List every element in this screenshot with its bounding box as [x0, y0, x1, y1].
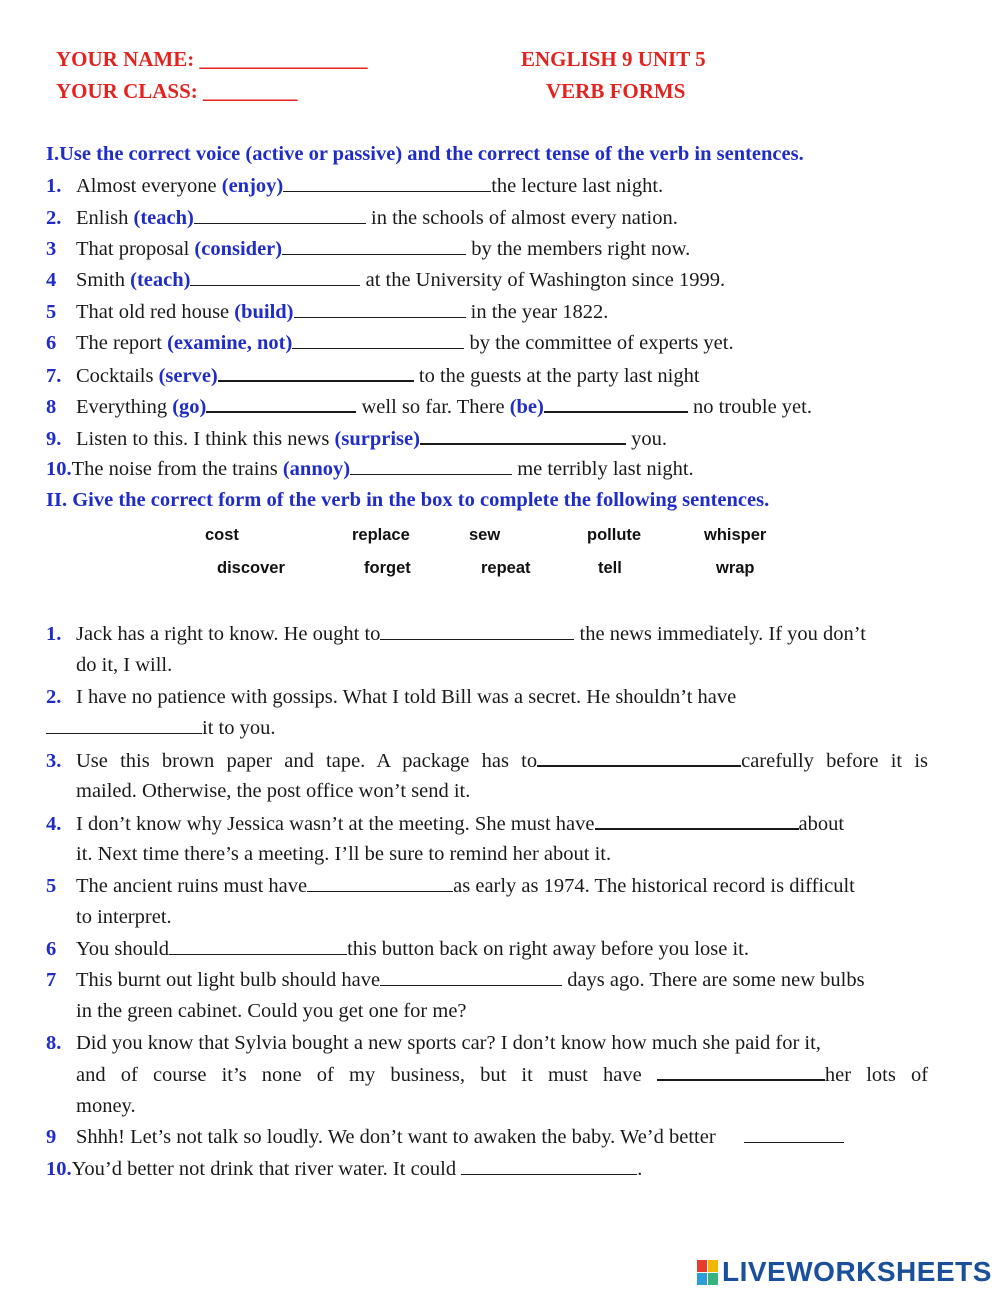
- answer-blank[interactable]: [380, 621, 574, 640]
- item-number: 9.: [46, 428, 62, 450]
- name-field-label: YOUR NAME: ________________: [56, 47, 368, 71]
- word-option: whisper: [704, 526, 767, 544]
- word-option: forget: [364, 559, 411, 577]
- item-number: 10.: [46, 458, 72, 480]
- class-field-label: YOUR CLASS: _________: [56, 79, 298, 103]
- s2-item-7: 7 This burnt out light bulb should have days ago. There are some new bulbs: [46, 969, 865, 991]
- s2-item-4-cont: it. Next time there’s a meeting. I’ll be sure to remind her about it.: [76, 843, 612, 865]
- s2-item-9: 9 Shhh! Let’s not talk so loudly. We don’t want to awaken the baby. We’d better: [46, 1124, 928, 1150]
- verb-prompt: (go): [172, 396, 207, 418]
- answer-blank[interactable]: [190, 267, 360, 286]
- topic-title: VERB FORMS: [546, 79, 686, 103]
- s1-item-8: 8 Everything (go) well so far. There (be) no trouble yet.: [46, 393, 928, 420]
- section2-heading: II. Give the correct form of the verb in the box to complete the following sentences.: [46, 489, 770, 511]
- logo-text: LIVEWORKSHEETS: [722, 1256, 992, 1287]
- verb-prompt: (teach): [133, 207, 194, 229]
- item-number: 7: [46, 969, 57, 991]
- word-option: pollute: [587, 526, 642, 544]
- s2-item-1: 1. Jack has a right to know. He ought to the news immediately. If you don’t: [46, 623, 866, 645]
- item-number: 8: [46, 396, 57, 418]
- s1-item-9: 9. Listen to this. I think this news (surprise) you.: [46, 425, 928, 452]
- item-number: 10.: [46, 1158, 72, 1180]
- item-number: 2.: [46, 686, 62, 708]
- s1-item-6: 6 The report (examine, not) by the committee of experts yet.: [46, 332, 734, 354]
- s2-item-8-cont2: money.: [76, 1095, 136, 1117]
- item-number: 3.: [46, 750, 62, 772]
- item-number: 5: [46, 875, 57, 897]
- verb-prompt: (surprise): [334, 428, 420, 450]
- logo-block: [708, 1260, 718, 1272]
- word-option: tell: [598, 559, 622, 577]
- unit-title: ENGLISH 9 UNIT 5: [521, 47, 706, 71]
- s2-item-3-cont: mailed. Otherwise, the post office won’t send it.: [76, 780, 471, 802]
- item-number: 8.: [46, 1032, 62, 1054]
- s1-item-1: 1. Almost everyone (enjoy) the lecture last night.: [46, 175, 664, 197]
- answer-blank[interactable]: [283, 173, 491, 192]
- s2-item-5: 5 The ancient ruins must have as early as 1974. The historical record is difficult: [46, 875, 855, 897]
- liveworksheets-logo: [697, 1256, 992, 1288]
- s1-item-4: 4 Smith (teach) at the University of Washington since 1999.: [46, 269, 726, 291]
- word-option: wrap: [716, 559, 755, 577]
- answer-blank[interactable]: [461, 1156, 637, 1175]
- verb-prompt: (teach): [130, 269, 191, 291]
- answer-blank[interactable]: [46, 715, 202, 734]
- item-number: 3: [46, 238, 57, 260]
- verb-prompt: (build): [234, 301, 294, 323]
- verb-prompt: (enjoy): [221, 175, 284, 197]
- s2-item-7-cont: in the green cabinet. Could you get one for me?: [76, 1000, 467, 1022]
- item-number: 6: [46, 938, 57, 960]
- answer-blank[interactable]: [420, 425, 626, 445]
- answer-blank[interactable]: [595, 810, 799, 830]
- s2-item-6: 6 You should this button back on right away before you lose it.: [46, 938, 750, 960]
- logo-block: [697, 1273, 707, 1285]
- s2-item-1-cont: do it, I will.: [76, 654, 173, 676]
- s2-item-5-cont: to interpret.: [76, 906, 172, 928]
- item-number: 6: [46, 332, 57, 354]
- item-number: 9: [46, 1126, 57, 1148]
- verb-prompt: (annoy): [282, 458, 351, 480]
- s1-item-2: 2. Enlish (teach) in the schools of almost every nation.: [46, 207, 678, 229]
- s2-item-2: 2. I have no patience with gossips. What I told Bill was a secret. He shouldn’t have: [46, 686, 737, 708]
- item-number: 4.: [46, 813, 62, 835]
- answer-blank[interactable]: [657, 1061, 825, 1081]
- answer-blank[interactable]: [292, 330, 464, 349]
- section1-heading: I.Use the correct voice (active or passive) and the correct tense of the verb in sentences.: [46, 143, 804, 165]
- item-number: 1.: [46, 175, 62, 197]
- word-option: replace: [352, 526, 410, 544]
- answer-blank[interactable]: [206, 393, 356, 413]
- s1-item-7: 7. Cocktails (serve) to the guests at the party last night: [46, 362, 928, 389]
- word-option: discover: [217, 559, 285, 577]
- logo-icon: [697, 1260, 718, 1285]
- s2-item-8: 8. Did you know that Sylvia bought a new sports car? I don’t know how much she paid for it,: [46, 1032, 821, 1054]
- logo-block: [708, 1273, 718, 1285]
- answer-blank[interactable]: [744, 1124, 844, 1143]
- word-option: cost: [205, 526, 239, 544]
- answer-blank[interactable]: [544, 393, 688, 413]
- answer-blank[interactable]: [294, 299, 466, 318]
- s2-item-4: 4. I don’t know why Jessica wasn’t at the meeting. She must have about: [46, 810, 928, 837]
- s2-item-3: 3. Use this brown paper and tape. A package has to carefully before it is: [46, 747, 928, 774]
- item-number: 4: [46, 269, 57, 291]
- answer-blank[interactable]: [350, 456, 512, 475]
- logo-block: [697, 1260, 707, 1272]
- answer-blank[interactable]: [537, 747, 741, 767]
- answer-blank[interactable]: [194, 205, 366, 224]
- verb-prompt: (examine, not): [167, 332, 293, 354]
- item-number: 1.: [46, 623, 62, 645]
- item-number: 7.: [46, 365, 62, 387]
- answer-blank[interactable]: [307, 873, 453, 892]
- s1-item-5: 5 That old red house (build) in the year 1822.: [46, 301, 609, 323]
- s2-item-2-cont: it to you.: [46, 715, 928, 741]
- word-option: repeat: [481, 559, 531, 577]
- answer-blank[interactable]: [169, 936, 347, 955]
- s1-item-10: 10.The noise from the trains (annoy) me terribly last night.: [46, 458, 694, 480]
- answer-blank[interactable]: [380, 967, 562, 986]
- item-number: 5: [46, 301, 57, 323]
- s2-item-8-cont: and of course it’s none of my business, but it must have her lots of: [76, 1061, 928, 1088]
- verb-prompt: (be): [509, 396, 544, 418]
- verb-prompt: (serve): [158, 365, 218, 387]
- s2-item-10: 10.You’d better not drink that river water. It could .: [46, 1158, 643, 1180]
- word-option: sew: [469, 526, 501, 544]
- answer-blank[interactable]: [218, 362, 414, 382]
- s1-item-3: 3 That proposal (consider) by the members right now.: [46, 238, 691, 260]
- verb-prompt: (consider): [194, 238, 283, 260]
- item-number: 2.: [46, 207, 62, 229]
- answer-blank[interactable]: [282, 236, 466, 255]
